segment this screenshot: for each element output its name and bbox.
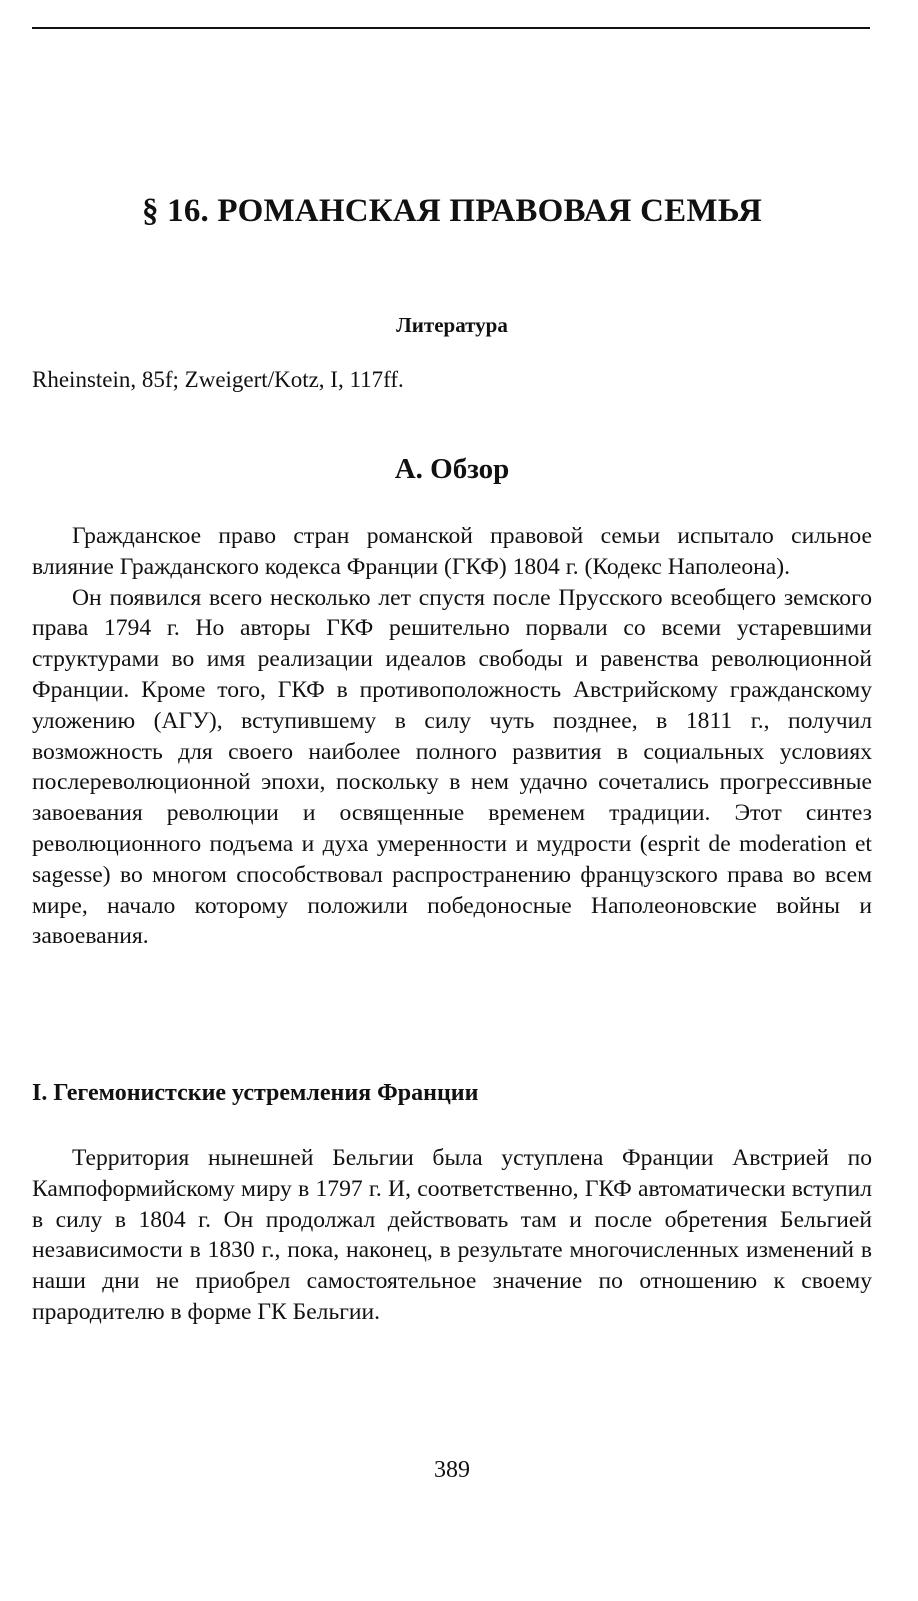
section-a-heading: А. Обзор: [394, 453, 510, 485]
literature-references: Rheinstein, 85f; Zweigert/Kotz, I, 117ff.: [32, 367, 404, 392]
paragraph: Гражданское право стран романской правовой семьи испытало сильное влияние Гражданского кодекса Франции (ГКФ) 1804 г. (Кодекс Наполеона).: [32, 523, 872, 580]
section-1-body: [32, 1143, 872, 1328]
page-number: 389: [434, 1457, 470, 1483]
paragraph: Он появился всего несколько лет спустя после Прусского всеобщего земского права 1794 г. Но авторы ГКФ решительно порвали со всеми устаревшими структурами во имя реализации идеалов свободы и равенства революционной Франции. Кроме того, ГКФ в противоположность Австрийскому гражданскому уложению (АГУ), вступившему в силу чуть позднее, в 1811 г., получил возможность для своего наиболее полного развития в социальных условиях послереволюционной эпохи, поскольку в нем удачно сочетались прогрессивные завоевания революции и освященные временем традиции. Этот синтез революционного подъема и духа умеренности и мудрости (esprit de moderation et sagesse) во многом способствовал распространению французского права во всем мире, начало которому положили победоносные Наполеоновские войны и завоевания.: [32, 584, 872, 950]
section-title: § 16. РОМАНСКАЯ ПРАВОВАЯ СЕМЬЯ: [141, 193, 763, 229]
literature-heading: Литература: [396, 313, 508, 337]
section-1-heading: I. Гегемонистские устремления Франции: [32, 1080, 479, 1106]
paragraph: Территория нынешней Бельгии была уступлена Франции Австрией по Кампоформийскому миру в 1797 г. И, соответственно, ГКФ автоматически вступил в силу в 1804 г. Он продолжал действовать там и после обретения Бельгией независимости в 1830 г., пока, наконец, в результате многочисленных изменений в наши дни не приобрел самостоятельное значение по отношению к своему прародителю в форме ГК Бельгии.: [32, 1145, 872, 1325]
top-rule: [32, 27, 870, 29]
section-a-body: [32, 521, 872, 952]
